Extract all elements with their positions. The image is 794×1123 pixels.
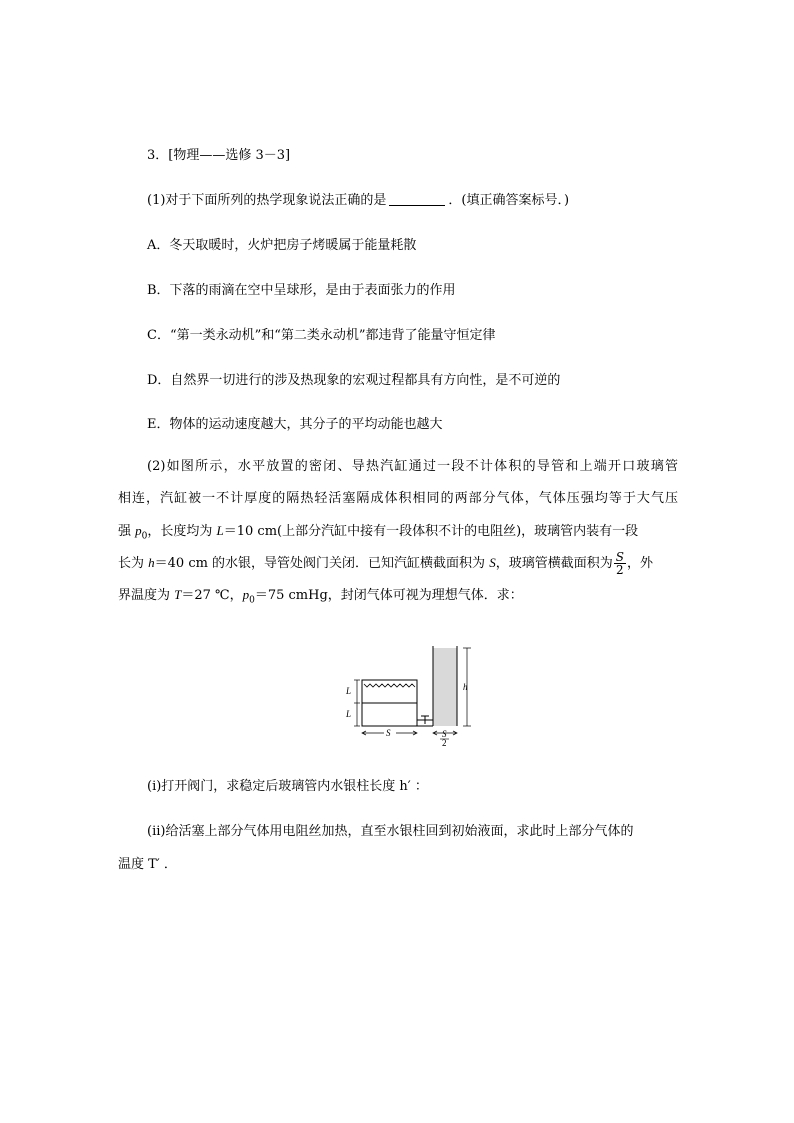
apparatus-diagram (340, 640, 500, 750)
option-c: C．“第一类永动机”和“第二类永动机”都违背了能量守恒定律 (147, 328, 496, 343)
sub-question-i: (ⅰ)打开阀门，求稳定后玻璃管内水银柱长度 h′ ： (147, 779, 428, 794)
part2-paragraph (118, 451, 678, 611)
label-s: S (386, 728, 391, 738)
label-h: h (463, 682, 468, 692)
option-d: D．自然界一切进行的涉及热现象的宏观过程都具有方向性，是不可逆的 (147, 373, 561, 388)
option-a: A．冬天取暖时，火炉把房子烤暖属于能量耗散 (147, 238, 417, 253)
part2-line-2: 相连，汽缸被一不计厚度的隔热轻活塞隔成体积相同的两部分气体，气体压强均等于大气压 (118, 491, 678, 506)
label-l-bottom: L (346, 709, 352, 719)
question-header: 3．[物理——选修 3－3] (147, 148, 291, 163)
mercury-column (433, 648, 457, 726)
sub-question-ii-line-1: (ⅱ)给活塞上部分气体用电阻丝加热，直至水银柱回到初始液面，求此时上部分气体的 (147, 824, 634, 839)
part2-line-3: 强 $p_0$，长度均为 L＝10 cm(上部分汽缸中接有一段体积不计的电阻丝)，玻璃管内装有一段 (118, 523, 639, 542)
part1-stem: (1)对于下面所列的热学现象说法正确的是 ．(填正确答案标号．) (147, 193, 570, 208)
part2-line-5: 界温度为 T＝27 ℃，$p_0=75$ cmHg，封闭气体可视为理想气体．求： (118, 587, 523, 606)
option-b: B．下落的雨滴在空中呈球形，是由于表面张力的作用 (147, 283, 456, 298)
option-e: E．物体的运动速度越大，其分子的平均动能也越大 (147, 417, 443, 432)
part2-line-4: 长为 h＝40 cm 的水银，导管处阀门关闭．已知汽缸横截面积为 S，玻璃管横截面积为 $\frac{S}{2}$ ，外 (118, 550, 653, 577)
part2-line-1: (2)如图所示，水平放置的密闭、导热汽缸通过一段不计体积的导管和上端开口玻璃管 (147, 459, 678, 474)
answer-blank[interactable] (389, 191, 445, 206)
resistance-wire (364, 684, 415, 687)
label-s2-numerator: S (442, 729, 447, 739)
label-s2-denominator: 2 (442, 738, 447, 748)
label-l-top: L (346, 686, 352, 696)
sub-question-ii-line-2: 温度 T′ ． (118, 857, 177, 872)
fraction-s-over-2: $\frac{S}{2}$ (615, 550, 624, 577)
